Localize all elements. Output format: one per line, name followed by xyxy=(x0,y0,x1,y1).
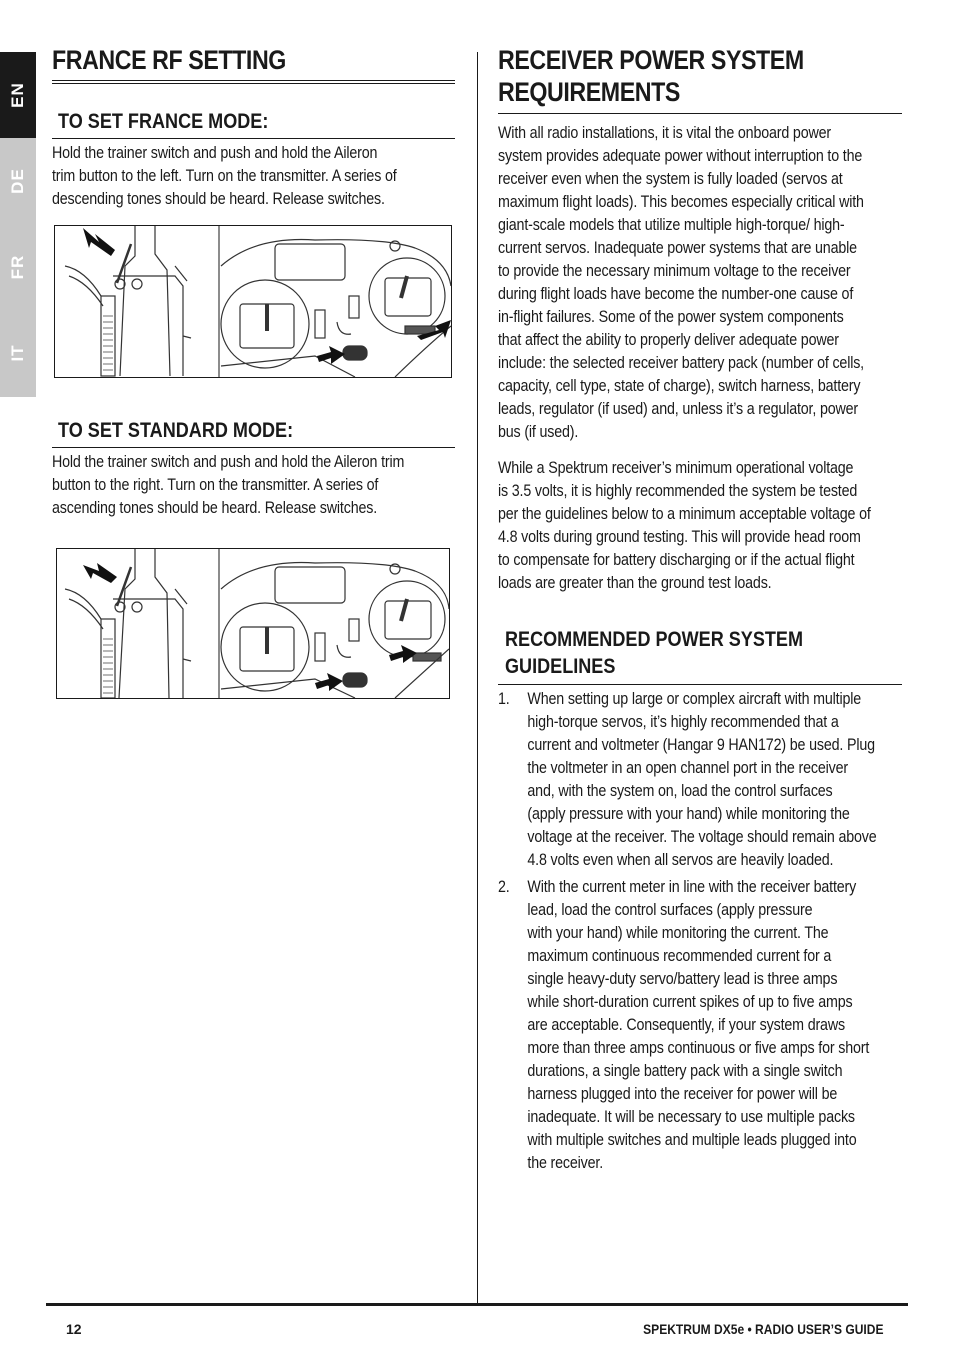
voltage-paragraph: While a Spektrum receiver’s minimum operational voltage is 3.5 volts, it is highly recommended the system be tested per the guidelines below to a minimum acceptable voltage of 4.8 volts during ground testing. This will provide head room to compensate for battery discharging or if the actual flight loads are greater than the ground test loads. xyxy=(498,458,871,592)
footer-rule xyxy=(46,1303,908,1306)
heading-rule xyxy=(498,684,902,685)
arrow-icon xyxy=(83,563,117,583)
page-number: 12 xyxy=(66,1321,82,1337)
title-rule xyxy=(52,80,455,84)
section-title-receiver-power: RECEIVER POWER SYSTEM REQUIREMENTS xyxy=(498,45,804,107)
column-divider xyxy=(477,52,478,1304)
arrow-icon xyxy=(83,228,115,256)
arrow-icon xyxy=(315,673,343,691)
standard-mode-figure xyxy=(56,548,450,699)
guide-title: SPEKTRUM DX5e • RADIO USER’S GUIDE xyxy=(643,1321,884,1337)
arrow-icon xyxy=(317,346,345,364)
heading-rule xyxy=(52,138,455,139)
heading-france-mode: TO SET FRANCE MODE: xyxy=(58,110,269,133)
heading-rule xyxy=(52,447,455,448)
power-intro-paragraph: With all radio installations, it is vital the onboard power system provides adequate power without interruption to the receiver even when the system is fully loaded (servos at maximum flight loads). This becomes especially critical with giant-scale models that utilize multiple high-torque/ high- current servos. Inadequate power systems that are unable to provide the necessary minimum voltage to the receiver during flight loads have become the number-one cause of in-flight failures. Some of the power system components that affect the ability to properly deliver adequate power include: the selected receiver battery pack (number of cells, capacity, cell type, state of charge), switch harness, battery leads, regulator (if used) and, unless it’s a regulator, power bus (if used). xyxy=(498,123,864,441)
guidelines-list xyxy=(498,687,905,1174)
transmitter-side-view xyxy=(65,226,191,376)
heading-power-guidelines: RECOMMENDED POWER SYSTEM GUIDELINES xyxy=(505,628,804,678)
france-mode-text: Hold the trainer switch and push and hold the Aileron trim button to the left. Turn on the transmitter. A series of descending tones should be heard. Release switches. xyxy=(52,143,397,208)
lang-tab-it[interactable]: IT xyxy=(8,344,27,362)
title-rule xyxy=(498,113,902,114)
lang-tab-de[interactable]: DE xyxy=(8,168,27,194)
lang-tab-fr[interactable]: FR xyxy=(8,254,27,280)
france-mode-figure xyxy=(54,225,452,378)
section-title-france-rf: FRANCE RF SETTING xyxy=(52,45,286,75)
language-tabs xyxy=(0,52,36,397)
heading-standard-mode: TO SET STANDARD MODE: xyxy=(58,419,294,442)
list-item: 2. With the current meter in line with the receiver battery lead, load the control surfaces (apply pressure with your hand) while monitoring the current. The maximum continuous recommended current for a single heavy-duty servo/battery lead is three amps while short-duration current spikes of up to five amps are acceptable. Consequently, if your system draws more than three amps continuous or five amps for short durations, a single battery pack with a single switch harness plugged into the receiver for power will be inadequate. It will be necessary to use multiple packs with multiple switches and multiple leads plugged into the receiver. xyxy=(498,877,870,1172)
transmitter-side-view xyxy=(65,549,191,698)
lang-tab-en[interactable]: EN xyxy=(0,52,36,138)
standard-mode-text: Hold the trainer switch and push and hold the Aileron trim button to the right. Turn on the transmitter. A series of ascending tones should be heard. Release switches. xyxy=(52,452,405,517)
list-item: 1. When setting up large or complex aircraft with multiple high-torque servos, it’s highly recommended that a current and voltmeter (Hangar 9 HAN172) be used. Plug the voltmeter in an open channel port in the receiver and, with the system on, load the control surfaces (apply pressure with your hand) while monitoring the voltage at the receiver. The voltage should remain above 4.8 volts even when all servos are heavily loaded. xyxy=(498,689,877,869)
